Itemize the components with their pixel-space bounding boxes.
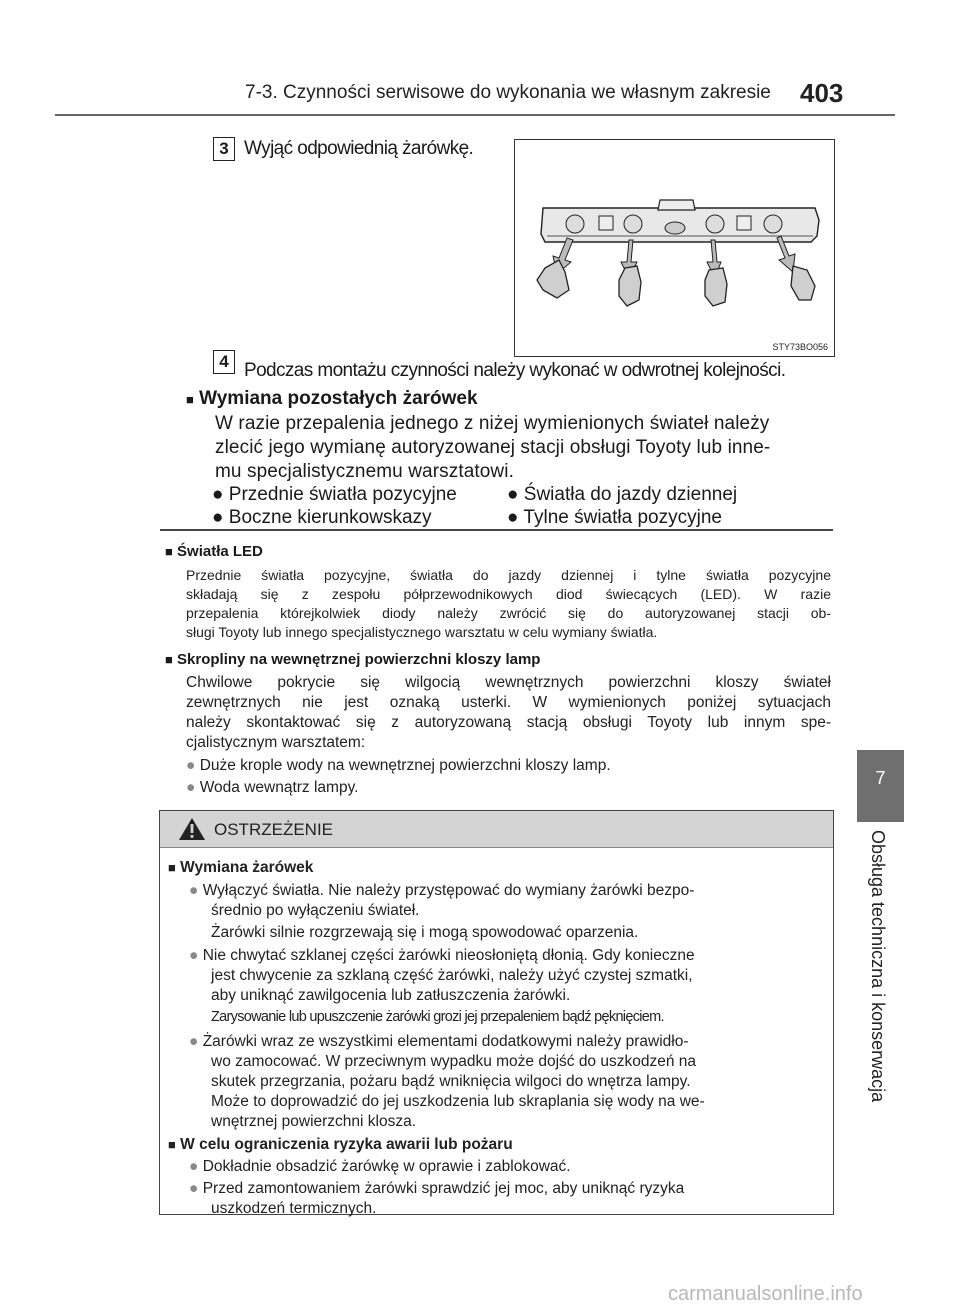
warning-triangle-icon bbox=[178, 817, 206, 841]
warning-line: wo zamocować. W przeciwnym wypadku może dojść do uszkodzeń na bbox=[211, 1053, 697, 1070]
warning-line: Żarówki silnie rozgrzewają się i mogą spowodować oparzenia. bbox=[211, 924, 639, 941]
dot-bullet-icon: ● bbox=[189, 1180, 199, 1197]
warning-line: wnętrznej powierzchni klosza. bbox=[211, 1113, 417, 1130]
replace-other-heading bbox=[186, 388, 478, 410]
section-divider bbox=[160, 529, 833, 531]
condensation-heading-text: Skropliny na wewnętrznej powierzchni kloszy lamp bbox=[177, 651, 541, 668]
page-number: 403 bbox=[800, 78, 844, 108]
condensation-line-1: Chwilowe pokrycie się wilgocią wewnętrznych powierzchni kloszy świateł bbox=[186, 674, 831, 691]
led-heading bbox=[165, 543, 263, 560]
warning-bullet-3: ● Żarówki wraz ze wszystkimi elementami dodatkowymi należy prawidło- bbox=[189, 1033, 689, 1050]
dot-bullet-icon: ● bbox=[186, 779, 196, 796]
figure-code: STY73BO056 bbox=[772, 342, 828, 352]
led-line-4: sługi Toyoty lub innego specjalistycznego warsztatu w celu wymiany światła. bbox=[186, 624, 658, 640]
list-item: ● Światła do jazdy dziennej bbox=[507, 484, 738, 505]
list-item: ● Woda wewnątrz lampy. bbox=[186, 779, 359, 796]
warning-line: Zarysowanie lub upuszczenie żarówki grozi jej przepaleniem bądź pęknięciem. bbox=[211, 1009, 664, 1025]
step-3-badge: 3 bbox=[213, 137, 235, 161]
warning-bullet-5: ● Przed zamontowaniem żarówki sprawdzić jej moc, aby uniknąć ryzyka bbox=[189, 1180, 685, 1197]
chapter-title: Obsługa techniczna i konserwacja bbox=[868, 830, 888, 1103]
dot-bullet-icon: ● bbox=[189, 947, 199, 964]
dot-bullet-icon: ● bbox=[189, 882, 199, 899]
list-item: ● Duże krople wody na wewnętrznej powierzchni kloszy lamp. bbox=[186, 757, 611, 774]
warning-bullet-2: ● Nie chwytać szklanej części żarówki nieosłoniętą dłonią. Gdy konieczne bbox=[189, 947, 695, 964]
dot-bullet-icon: ● bbox=[212, 507, 224, 528]
square-bullet-icon: ■ bbox=[165, 544, 173, 559]
watermark: carmanualsonline.info bbox=[668, 1283, 863, 1305]
warning-box bbox=[159, 810, 834, 1215]
warning-title: OSTRZEŻENIE bbox=[214, 820, 334, 839]
step-4-badge: 4 bbox=[213, 350, 235, 374]
warning-section-2-heading: ■ W celu ograniczenia ryzyka awarii lub pożaru bbox=[168, 1136, 513, 1153]
list-item: ● Boczne kierunkowskazy bbox=[212, 507, 432, 528]
led-line-1: Przednie światła pozycyjne, światła do jazdy dziennej i tylne światła pozycyjne bbox=[186, 567, 831, 583]
step-3-text: Wyjąć odpowiednią żarówkę. bbox=[244, 138, 474, 159]
warning-line: średnio po wyłączeniu świateł. bbox=[211, 902, 420, 919]
section-title: 7-3. Czynności serwisowe do wykonania we własnym zakresie bbox=[245, 82, 771, 103]
led-line-2: składają się z zespołu półprzewodnikowych diod świecących (LED). W razie bbox=[186, 586, 831, 602]
bulb-removal-figure bbox=[514, 139, 835, 357]
led-heading-text: Światła LED bbox=[177, 543, 263, 560]
warning-line: uszkodzeń termicznych. bbox=[211, 1200, 377, 1217]
warning-bullet-4: ● Dokładnie obsadzić żarówkę w oprawie i zablokować. bbox=[189, 1158, 571, 1175]
dot-bullet-icon: ● bbox=[507, 484, 519, 505]
chapter-tab-label bbox=[857, 822, 904, 1142]
dot-bullet-icon: ● bbox=[189, 1033, 199, 1050]
condensation-line-3: należy skontaktować się z autoryzowaną stacją obsługi Toyoty lub innym spe- bbox=[186, 714, 831, 731]
square-bullet-icon: ■ bbox=[168, 860, 176, 875]
dot-bullet-icon: ● bbox=[507, 507, 519, 528]
replace-other-line-2: zlecić jego wymianę autoryzowanej stacji obsługi Toyoty lub inne- bbox=[215, 437, 771, 458]
chapter-number: 7 bbox=[875, 768, 886, 788]
square-bullet-icon: ■ bbox=[186, 392, 194, 407]
chapter-tab bbox=[857, 750, 904, 822]
warning-header bbox=[160, 811, 833, 848]
condensation-heading bbox=[165, 651, 540, 668]
condensation-line-4: cjalistycznym warsztatem: bbox=[186, 734, 366, 751]
dot-bullet-icon: ● bbox=[212, 484, 224, 505]
warning-bullet-1: ● Wyłączyć światła. Nie należy przystępować do wymiany żarówki bezpo- bbox=[189, 882, 695, 899]
replace-other-line-1: W razie przepalenia jednego z niżej wymienionych świateł należy bbox=[215, 413, 770, 434]
replace-other-heading-text: Wymiana pozostałych żarówek bbox=[199, 388, 478, 409]
list-item: ● Przednie światła pozycyjne bbox=[212, 484, 457, 505]
header-rule bbox=[55, 114, 895, 116]
square-bullet-icon: ■ bbox=[168, 1137, 176, 1152]
warning-line: Może to doprowadzić do jej uszkodzenia lub skraplania się wody na we- bbox=[211, 1093, 705, 1110]
warning-section-1-heading: ■ Wymiana żarówek bbox=[168, 859, 314, 876]
replace-other-line-3: mu specjalistycznemu warsztatowi. bbox=[215, 461, 514, 482]
led-line-3: przepalenia którejkolwiek diody należy zwrócić się do autoryzowanej stacji ob- bbox=[186, 605, 831, 621]
list-item: ● Tylne światła pozycyjne bbox=[507, 507, 722, 528]
warning-line: aby uniknąć zawilgocenia lub zatłuszczenia żarówki. bbox=[211, 987, 571, 1004]
step-4-text: Podczas montażu czynności należy wykonać w odwrotnej kolejności. bbox=[244, 360, 786, 381]
condensation-line-2: zewnętrznych nie jest oznaką usterki. W wymienionych poniżej sytuacjach bbox=[186, 694, 831, 711]
dot-bullet-icon: ● bbox=[189, 1158, 199, 1175]
square-bullet-icon: ■ bbox=[165, 652, 173, 667]
warning-line: skutek przegrzania, pożaru bądź wniknięcia wilgoci do wnętrza lampy. bbox=[211, 1073, 691, 1090]
dot-bullet-icon: ● bbox=[186, 757, 196, 774]
bulb-removal-illustration bbox=[515, 140, 834, 356]
warning-line: jest chwycenie za szklaną część żarówki, należy użyć czystej szmatki, bbox=[211, 967, 693, 984]
